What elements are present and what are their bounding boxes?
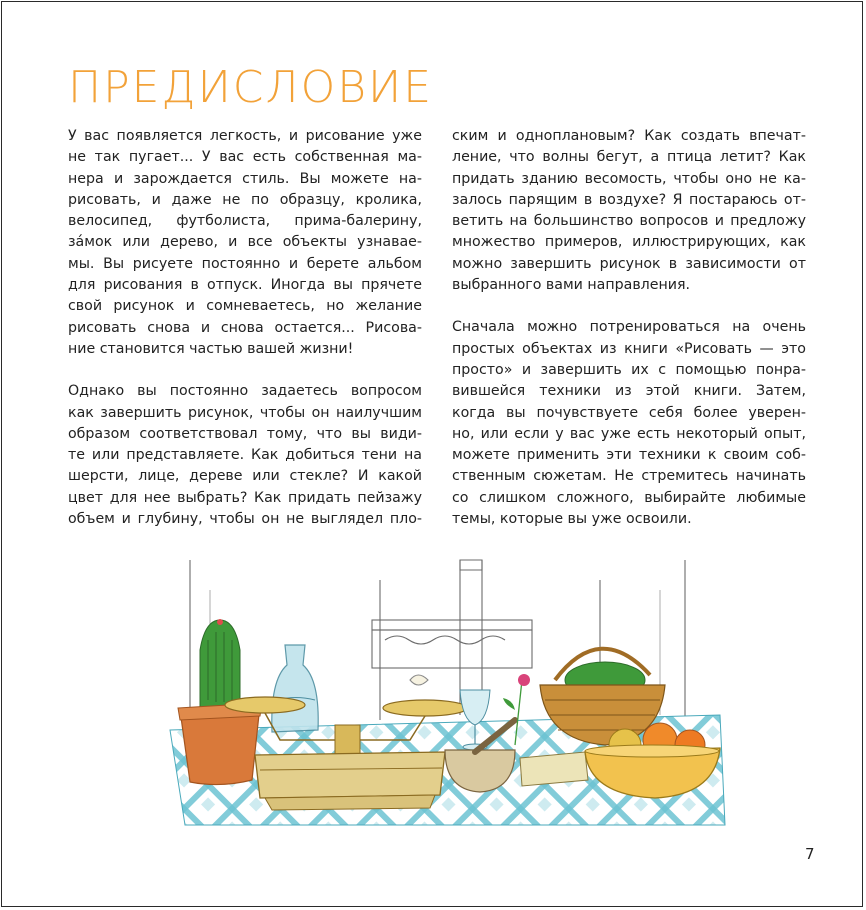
text-line: У вас появляется легкость, и рисование уже	[68, 128, 422, 144]
butter-block	[520, 752, 588, 786]
still-life-illustration	[160, 540, 730, 830]
text-line: те или представляете. Как добиться тени на	[68, 447, 422, 464]
text-line: ние становится частью вашей жизни!	[68, 340, 354, 357]
left-paragraph-1	[68, 126, 422, 360]
text-line: не так пугает... У вас есть собственная ма-	[68, 149, 422, 166]
text-line: нера и зарождается стиль. Вы можете на-	[68, 170, 422, 187]
text-line: ским и одноплановым? Как создать впечат-	[452, 128, 806, 144]
text-line: мы. Вы рисуете постоянно и берете альбом	[68, 255, 422, 272]
text-line: ление, что волны бегут, а птица летит? Как	[452, 149, 806, 166]
text-line: темы, которые вы уже освоили.	[452, 511, 692, 528]
water-carafe	[272, 645, 318, 732]
right-paragraph-2	[452, 317, 806, 530]
text-line: для рисования в отпуск. Иногда вы прячете	[68, 277, 422, 294]
text-line: Сначала можно потренироваться на очень	[452, 319, 806, 336]
text-line: свой рисунок и сомневаетесь, но желание	[68, 298, 422, 315]
right-text-column	[452, 126, 806, 551]
text-line: цвет для нее выбрать? Как придать пейзажу	[68, 489, 422, 506]
text-line: шерсти, лице, дереве или стекле? И какой	[68, 468, 422, 485]
page-number: 7	[805, 845, 815, 863]
left-paragraph-2	[68, 381, 422, 530]
text-line: как завершить рисунок, чтобы он наилучшим	[68, 404, 422, 421]
text-line: можете применить эти техники к своим соб-	[452, 447, 806, 464]
text-line: вившейся техники из этой книги. Затем,	[452, 383, 806, 400]
page-title: ПРЕДИСЛОВИЕ	[68, 62, 434, 113]
text-line: объем и глубину, чтобы он не выглядел пло-	[68, 511, 422, 528]
text-line: со слишком сложного, выбирайте любимые	[452, 489, 806, 506]
text-line: когда вы почувствуете себя более уверен-	[452, 404, 806, 421]
text-line: за́мок или дерево, и все объекты узнавае-	[68, 234, 422, 251]
text-line: рисовать, и даже не по образцу, кролика,	[68, 191, 422, 208]
text-line: ственным сюжетам. Не стремитесь начинать	[452, 468, 806, 485]
text-line: простых объектах из книги «Рисовать — это	[452, 340, 806, 357]
text-line: Однако вы постоянно задаетесь вопросом	[68, 383, 422, 400]
text-line: велосипед, футболиста, прима-балерину,	[68, 213, 422, 230]
text-line: рисовать снова и снова остается... Рисова-	[68, 319, 422, 336]
text-line: просто» и завершить их с помощью понра-	[452, 361, 806, 378]
text-line: придать зданию весомость, чтобы оно не ка-	[452, 170, 806, 187]
text-line: залось парящим в воздухе? Я постараюсь от-	[452, 191, 806, 208]
text-line: ветить на большинство вопросов и предложу	[452, 213, 806, 230]
text-line: образом соответствовал тому, что вы види-	[68, 425, 422, 442]
text-line: множество примеров, иллюстрирующих, как	[452, 234, 806, 251]
text-line: можно завершить рисунок в зависимости от	[452, 255, 806, 272]
right-paragraph-1	[452, 126, 806, 296]
text-line: но, или если у вас уже есть некоторый опыт,	[452, 425, 806, 442]
left-text-column	[68, 126, 422, 551]
text-line: выбранного вами направления.	[452, 277, 691, 294]
